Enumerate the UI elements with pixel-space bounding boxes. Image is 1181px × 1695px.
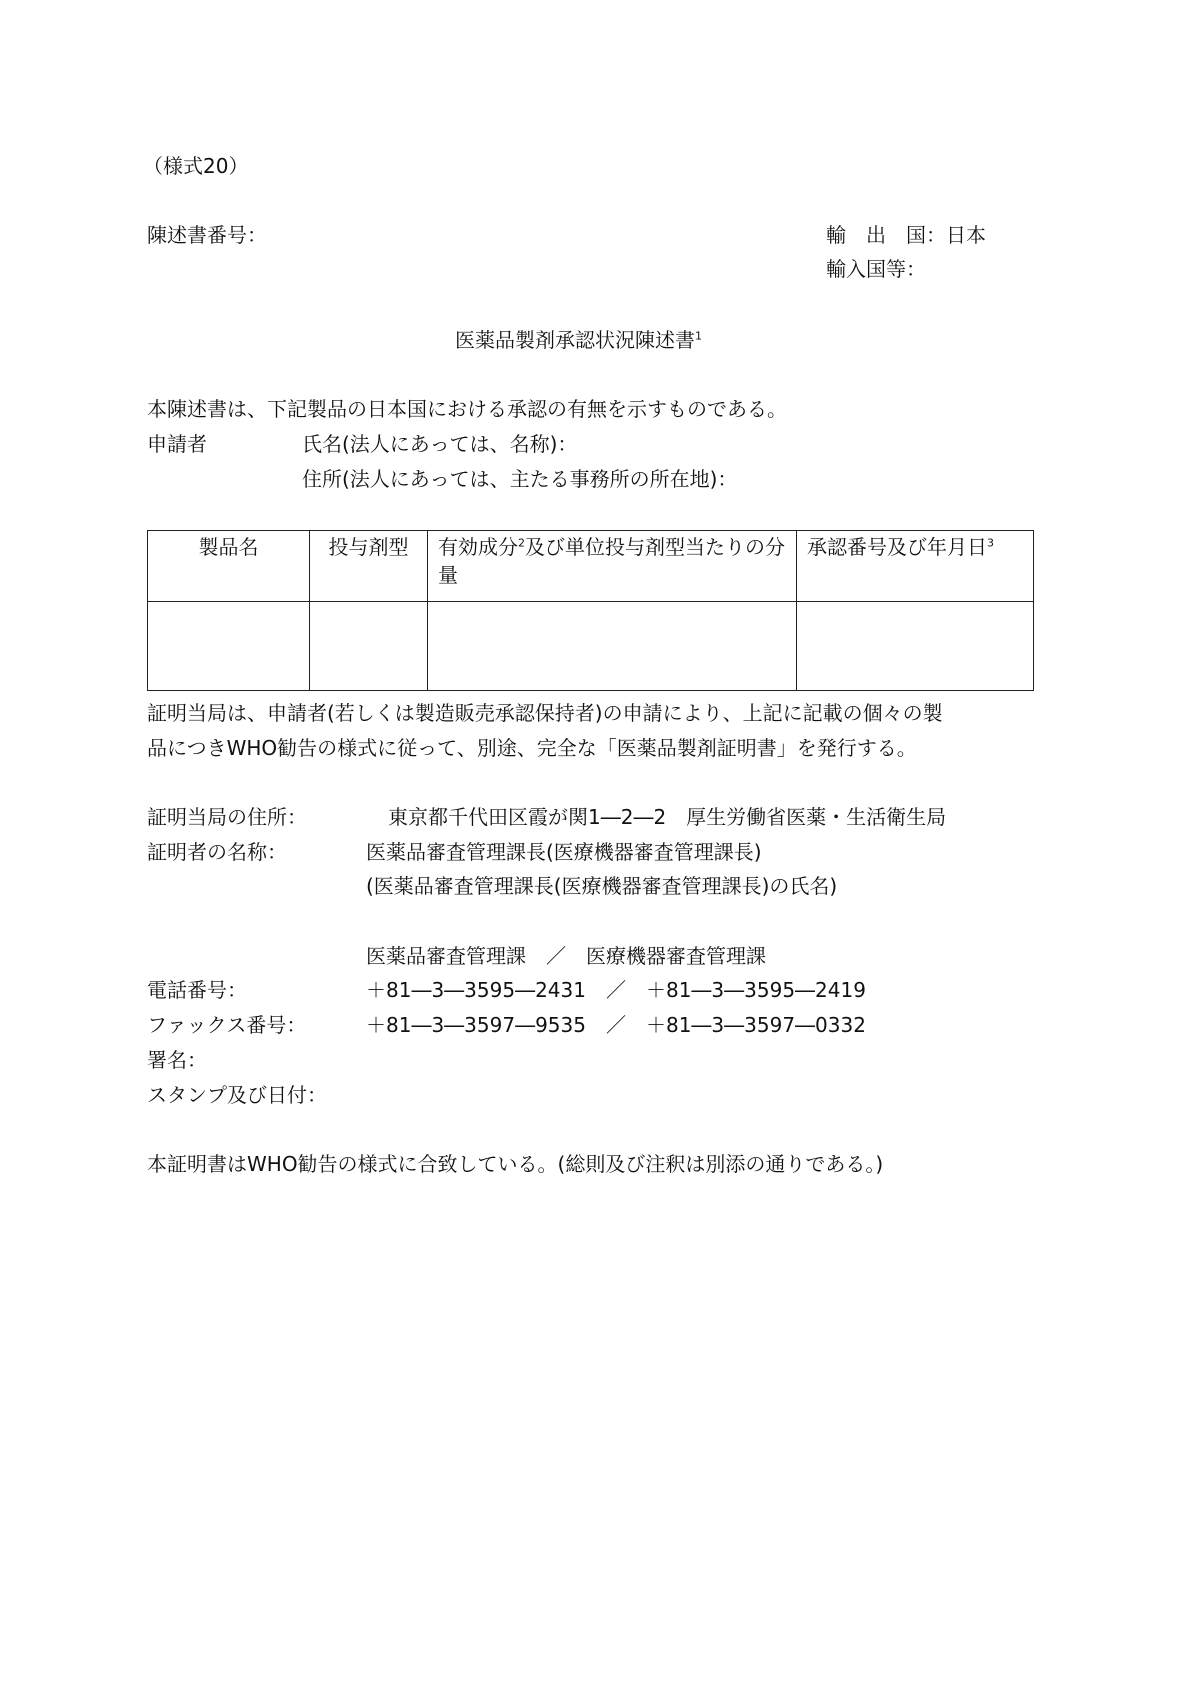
document-title-text: 医薬品製剤承認状況陳述書 [455,328,695,352]
header-active-ingredient-after: 及び単位投与剤型当たりの分量 [438,535,785,587]
stamp-date-label: スタンプ及び日付： [147,1083,327,1107]
statement-number-label: 陳述書番号： [147,223,267,247]
product-table [147,530,1034,691]
divisions: 医薬品審査管理課 ／ 医療機器審査管理課 [366,944,766,968]
authority-address-label: 証明当局の住所： [147,805,307,829]
export-country-value: 日本 [946,223,986,247]
applicant-label: 申請者 [147,432,207,456]
header-active-ingredient-before: 有効成分 [438,535,518,559]
header-approval-number-label: 承認番号及び年月日 [807,535,987,559]
header-approval-number [797,531,1034,602]
authority-address-value: 東京都千代田区霞が関1―2―2 厚生労働省医薬・生活衛生局 [388,805,947,829]
certification-text-line2: 品につきWHO勧告の様式に従って、別途、完全な「医薬品製剤証明書」を発行する。 [147,736,917,760]
export-country-label: 輸 出 国： [826,223,946,247]
title-footnote: 1 [695,329,702,343]
cell-active-ingredient [428,602,797,691]
header-approval-number-footnote: 3 [987,536,994,550]
document-title [455,328,702,352]
product-table-row [148,602,1034,691]
signature-label: 署名： [147,1048,207,1072]
form-number: （様式20） [143,154,249,178]
fax-label: ファックス番号： [147,1013,307,1037]
applicant-address-label: 住所(法人にあっては、主たる事務所の所在地)： [302,467,738,491]
import-country-label: 輸入国等： [826,257,926,281]
phone-value: ＋81―3―3595―2431 ／ ＋81―3―3595―2419 [366,978,866,1002]
intro-text: 本陳述書は、下記製品の日本国における承認の有無を示すものである。 [147,397,787,421]
cell-dosage-form [310,602,428,691]
compliance-text: 本証明書はWHO勧告の様式に合致している。(総則及び注釈は別添の通りである。) [147,1152,884,1176]
fax-value: ＋81―3―3597―9535 ／ ＋81―3―3597―0332 [366,1013,866,1037]
cell-product-name [148,602,310,691]
header-active-ingredient-footnote: 2 [518,536,525,550]
cell-approval-number [797,602,1034,691]
header-dosage-form [310,531,428,602]
phone-label: 電話番号： [147,978,247,1002]
header-active-ingredient-text [428,531,796,591]
certifier-value: 医薬品審査管理課長(医療機器審査管理課長) [366,840,762,864]
header-dosage-form-text: 投与剤型 [328,535,409,559]
export-country [826,223,986,247]
product-table-header-row [148,531,1034,602]
header-product-name [148,531,310,602]
header-approval-number-text [797,531,1033,563]
applicant-name-label: 氏名(法人にあっては、名称)： [302,432,578,456]
certification-text-line1: 証明当局は、申請者(若しくは製造販売承認保持者)の申請により、上記に記載の個々の製 [147,701,943,725]
header-product-name-text: 製品名 [198,535,259,559]
certifier-name: (医薬品審査管理課長(医療機器審査管理課長)の氏名) [366,874,838,898]
certifier-label: 証明者の名称： [147,840,287,864]
header-active-ingredient [428,531,797,602]
